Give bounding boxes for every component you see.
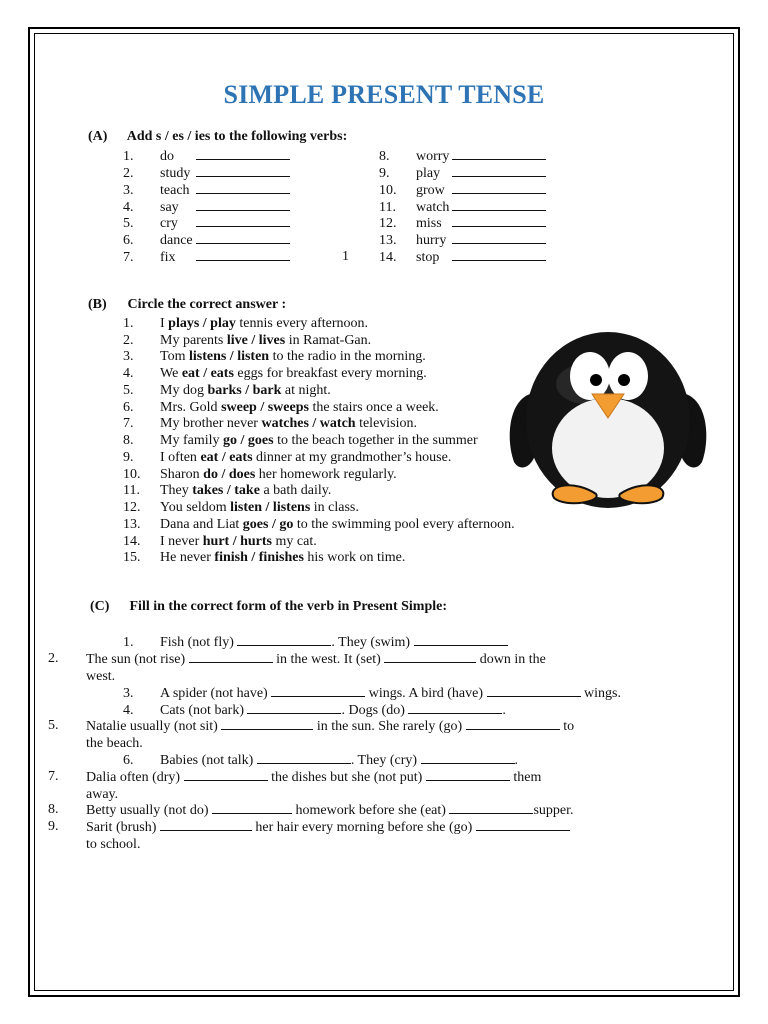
verb-item: 2. study	[123, 164, 290, 182]
list-item: 5. My dog barks / bark at night.	[123, 383, 331, 398]
choice-options[interactable]: hurt / hurts	[202, 534, 272, 549]
choice-options[interactable]: listens / listen	[188, 349, 270, 364]
choice-options[interactable]: listen / listens	[230, 500, 311, 515]
answer-blank[interactable]	[189, 650, 273, 663]
answer-blank[interactable]	[466, 717, 560, 730]
answer-blank[interactable]	[452, 231, 546, 244]
list-item: 11. They takes / take a bath daily.	[123, 483, 332, 498]
choice-options[interactable]: sweep / sweeps	[221, 400, 309, 415]
section-c-heading	[90, 599, 447, 615]
list-item: 7. My brother never watches / watch television.	[123, 416, 418, 431]
answer-blank[interactable]	[196, 164, 290, 177]
answer-blank[interactable]	[271, 684, 365, 697]
choice-options[interactable]: live / lives	[226, 333, 286, 348]
verb-item: 12. miss	[379, 214, 546, 232]
list-item: 8. Betty usually (not do) homework before she (eat) supper.	[48, 802, 574, 818]
answer-blank[interactable]	[196, 214, 290, 227]
answer-blank[interactable]	[196, 198, 290, 211]
answer-blank[interactable]	[196, 181, 290, 194]
verb-item: 11. watch	[379, 198, 546, 216]
answer-blank[interactable]	[452, 147, 546, 160]
answer-blank[interactable]	[452, 198, 546, 211]
section-a-title: Add s / es / ies to the following verbs:	[126, 129, 348, 144]
list-item: 14. I never hurt / hurts my cat.	[123, 534, 317, 549]
page-title: SIMPLE PRESENT TENSE	[223, 80, 545, 109]
verb-item: 9. play	[379, 164, 546, 182]
answer-blank[interactable]	[212, 801, 292, 814]
list-item: 9. I often eat / eats dinner at my grandmother’s house.	[123, 450, 452, 465]
verb-item: 6. dance	[123, 231, 290, 249]
answer-blank[interactable]	[414, 633, 508, 646]
choice-options[interactable]: takes / take	[192, 483, 260, 498]
verb-item: 14. stop	[379, 248, 546, 266]
answer-blank[interactable]	[160, 818, 252, 831]
list-item: 10. Sharon do / does her homework regularly.	[123, 467, 397, 482]
section-b-heading	[88, 297, 286, 313]
list-item: 9. Sarit (brush) her hair every morning before she (go) to school.	[86, 818, 606, 853]
section-c-label: (C)	[90, 599, 110, 614]
answer-blank[interactable]	[426, 768, 510, 781]
list-item: 3. A spider (not have) wings. A bird (have) wings.	[123, 686, 621, 701]
list-item: 4. Cats (not bark) . Dogs (do) .	[123, 703, 506, 718]
answer-blank[interactable]	[476, 818, 570, 831]
answer-blank[interactable]	[452, 214, 546, 227]
list-item: 13. Dana and Liat goes / go to the swimming pool every afternoon.	[123, 517, 515, 532]
section-a-label: (A)	[88, 129, 108, 144]
answer-blank[interactable]	[384, 650, 476, 663]
list-item: 6. Mrs. Gold sweep / sweeps the stairs once a week.	[123, 400, 439, 415]
stray-mark: 1	[342, 249, 349, 264]
list-item: 2. The sun (not rise) in the west. It (set) down in the west.	[48, 651, 546, 684]
answer-blank[interactable]	[221, 717, 313, 730]
choice-options[interactable]: barks / bark	[207, 383, 282, 398]
section-b-label: (B)	[88, 297, 107, 312]
answer-blank[interactable]	[196, 248, 290, 261]
verb-item: 4. say	[123, 198, 290, 216]
choice-options[interactable]: finish / finishes	[214, 550, 304, 565]
list-item: 8. My family go / goes to the beach together in the summer	[123, 433, 478, 448]
answer-blank[interactable]	[247, 701, 341, 714]
answer-blank[interactable]	[421, 751, 515, 764]
list-item: 1. Fish (not fly) . They (swim)	[123, 633, 508, 651]
choice-options[interactable]: go / goes	[223, 433, 274, 448]
verb-item: 7. fix	[123, 248, 290, 266]
penguin-icon	[506, 322, 710, 512]
choice-options[interactable]: eat / eats	[181, 366, 234, 381]
choice-options[interactable]: do / does	[203, 467, 256, 482]
section-c-title: Fill in the correct form of the verb in Present Simple:	[129, 599, 448, 614]
list-item: 12. You seldom listen / listens in class.	[123, 500, 359, 515]
list-item: 4. We eat / eats eggs for breakfast every morning.	[123, 366, 427, 381]
answer-blank[interactable]	[487, 684, 581, 697]
list-item: 3. Tom listens / listen to the radio in the morning.	[123, 349, 426, 364]
answer-blank[interactable]	[452, 164, 546, 177]
answer-blank[interactable]	[449, 801, 533, 814]
verb-item: 3. teach	[123, 181, 290, 199]
answer-blank[interactable]	[196, 231, 290, 244]
verb-item: 5. cry	[123, 214, 290, 232]
verb-item: 13. hurry	[379, 231, 546, 249]
list-item: 5. Natalie usually (not sit) in the sun. She rarely (go) to the beach.	[48, 718, 575, 751]
list-item: 7. Dalia often (dry) the dishes but she (not put) them away.	[48, 769, 542, 802]
answer-blank[interactable]	[408, 701, 502, 714]
answer-blank[interactable]	[237, 633, 331, 646]
list-item: 6. Babies (not talk) . They (cry) .	[123, 753, 519, 768]
answer-blank[interactable]	[452, 181, 546, 194]
answer-blank[interactable]	[184, 768, 268, 781]
choice-options[interactable]: eat / eats	[200, 450, 253, 465]
section-b-title: Circle the correct answer :	[127, 297, 287, 312]
verb-item: 1. do	[123, 147, 290, 165]
answer-blank[interactable]	[196, 147, 290, 160]
choice-options[interactable]: goes / go	[242, 517, 294, 532]
list-item: 15. He never finish / finishes his work on time.	[123, 550, 406, 565]
section-a-heading	[88, 129, 347, 145]
verb-item: 8. worry	[379, 147, 546, 165]
verb-item: 10. grow	[379, 181, 546, 199]
choice-options[interactable]: watches / watch	[261, 416, 356, 431]
answer-blank[interactable]	[452, 248, 546, 261]
list-item: 2. My parents live / lives in Ramat-Gan.	[123, 333, 372, 348]
answer-blank[interactable]	[257, 751, 351, 764]
list-item: 1. I plays / play tennis every afternoon.	[123, 316, 369, 331]
choice-options[interactable]: plays / play	[168, 316, 236, 331]
